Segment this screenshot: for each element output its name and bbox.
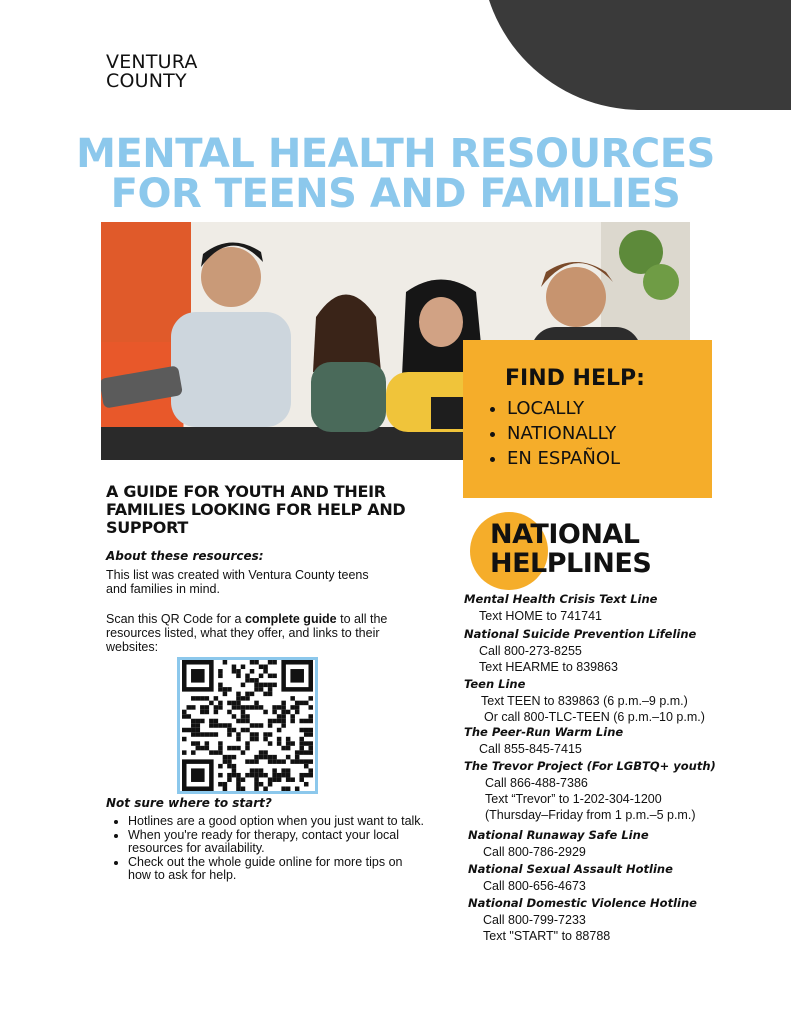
corner-decoration [481, 0, 791, 110]
logo-line-1: VENTURA [106, 51, 198, 73]
find-help-item: • LOCALLY [507, 396, 620, 421]
helpline-name: The Trevor Project (For LGBTQ+ youth) [464, 759, 716, 773]
find-help-list [487, 396, 620, 471]
qr-code[interactable] [177, 657, 318, 794]
title-line-2: FOR TEENS AND FAMILIES [110, 171, 681, 217]
helpline-line[interactable]: Text HOME to 741741 [479, 609, 602, 623]
helpline-line: (Thursday–Friday from 1 p.m.–5 p.m.) [485, 808, 696, 822]
helpline-name: Mental Health Crisis Text Line [464, 592, 658, 606]
find-help-item: • EN ESPAÑOL [507, 446, 620, 471]
find-help-title: FIND HELP: [505, 366, 645, 391]
scan-pre: Scan this QR Code for a [106, 612, 245, 626]
helpline-line[interactable]: Call 800-786-2929 [483, 845, 586, 859]
helplines-title [490, 520, 651, 578]
tip-item: • Check out the whole guide online for more tips on how to ask for help. [128, 856, 428, 883]
start-title: Not sure where to start? [106, 796, 272, 810]
helpline-name: National Runaway Safe Line [468, 828, 649, 842]
find-help-item: • NATIONALLY [507, 421, 620, 446]
scan-instructions [106, 612, 406, 654]
tip-item: • Hotlines are a good option when you just want to talk. [128, 815, 428, 829]
helplines-title-1: NATIONAL [490, 519, 640, 550]
about-text: This list was created with Ventura County teens and families in mind. [106, 568, 369, 596]
tips-list [110, 815, 428, 883]
helpline-line[interactable]: Text “Trevor” to 1-202-304-1200 [485, 792, 662, 806]
helpline-name: National Suicide Prevention Lifeline [464, 627, 697, 641]
about-title: About these resources: [106, 549, 264, 563]
helpline-line[interactable]: Call 800-799-7233 [483, 913, 586, 927]
scan-bold: complete guide [244, 612, 337, 626]
page-title [0, 131, 791, 217]
helpline-name: National Domestic Violence Hotline [468, 896, 697, 910]
helpline-line[interactable]: Text TEEN to 839863 (6 p.m.–9 p.m.) [481, 694, 688, 708]
qr-code-graphic [180, 660, 315, 791]
helpline-line[interactable]: Text "START" to 88788 [483, 929, 611, 943]
title-line-1: MENTAL HEALTH RESOURCES [76, 131, 715, 177]
helpline-line[interactable]: Call 800-656-4673 [483, 879, 586, 893]
county-logo [106, 53, 198, 91]
tip-item: • When you're ready for therapy, contact your local resources for availability. [128, 829, 428, 856]
helpline-line[interactable]: Or call 800-TLC-TEEN (6 p.m.–10 p.m.) [484, 710, 705, 724]
helpline-name: The Peer-Run Warm Line [464, 725, 624, 739]
helpline-name: National Sexual Assault Hotline [468, 862, 673, 876]
helpline-line[interactable]: Call 866-488-7386 [485, 776, 588, 790]
logo-line-2: COUNTY [106, 70, 187, 92]
helplines-title-2: HELPLINES [490, 548, 652, 579]
helpline-line[interactable]: Call 800-273-8255 [479, 644, 582, 658]
scan-post: to all the resources listed, what they offer, and links to their websites: [106, 612, 388, 654]
helpline-line[interactable]: Call 855-845-7415 [479, 742, 582, 756]
find-help-box [463, 340, 712, 498]
helpline-line[interactable]: Text HEARME to 839863 [479, 660, 618, 674]
guide-heading: A GUIDE FOR YOUTH AND THEIR FAMILIES LOOKING FOR HELP AND SUPPORT [106, 482, 406, 537]
helpline-name: Teen Line [464, 677, 526, 691]
